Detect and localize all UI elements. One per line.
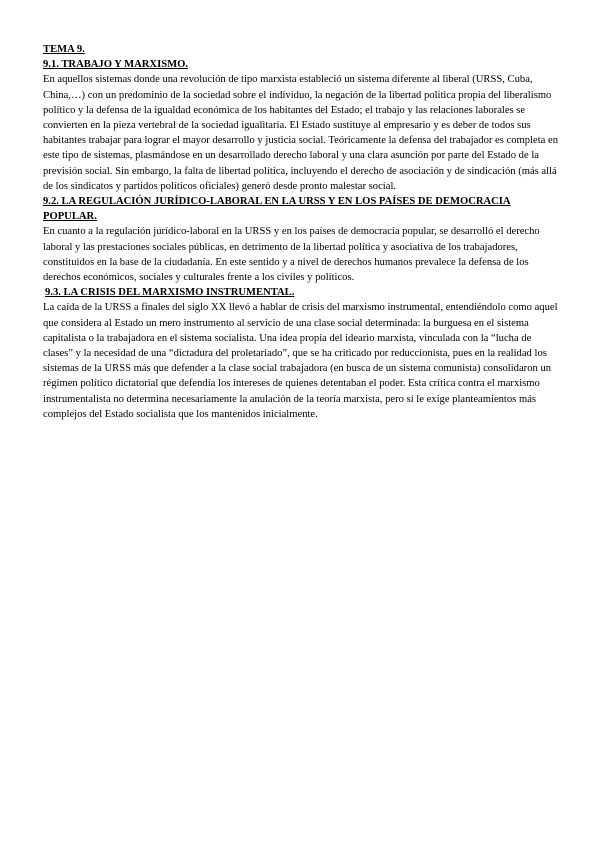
section-body-9-3: La caída de la URSS a finales del siglo XX llevó a hablar de crisis del marxismo instrumental, entendiéndolo como aquel que considera al Estado un mero instrumento al servicio de una clase social determinada: la burguesa en el sistema capitalista o la trabajadora en el sistema socialista. Una idea propia del ideario marxista, vinculada con la “lucha de clases” y la necesidad de una “dictadura del proletariado”, que se ha criticado por reduccionista, pues en la realidad los sistemas de la URSS más que defender a la clase social trabajadora (en busca de un sistema comunista) consolidaron un régimen político dictatorial que defendía los intereses de quienes detentaban el poder. Esta crítica contra el marxismo instrumentalista no determina necesariamente la anulación de la teoría marxista, pero sí le exige planteamientos más complejos del Estado socialista que los mantenidos inicialmente.	[43, 302, 558, 420]
section-body-9-1: En aquellos sistemas donde una revolución de tipo marxista estableció un sistema diferente al liberal (URSS, Cuba, China,…) con un predominio de la sociedad sobre el individuo, la negación de la libertad política propia del liberalismo político y la defensa de la igualdad económica de los habitantes del Estado; el trabajo y las relaciones laborales se convierten en la pieza vertebral de la sociedad igualitaria. El Estado sustituye al empresario y es deber de todos sus habitantes trabajar para lograr el mayor desarrollo y justicia social. Teóricamente la defensa del trabajador es completa en este tipo de sistemas, plasmándose en un desarrollado derecho laboral y una clara asunción por parte del Estado de la previsión social. Sin embargo, la falta de libertad política, incluyendo el derecho de asociación y de sindicación (más allá de los sindicatos y partidos políticos oficiales) generó desde pronto malestar social.	[43, 74, 558, 192]
section-heading-9-3: 9.3. LA CRISIS DEL MARXISMO INSTRUMENTAL.	[45, 287, 295, 299]
section-heading-9-2: 9.2. LA REGULACIÓN JURÍDICO-LABORAL EN LA URSS Y EN LOS PAÍSES DE DEMOCRACIA POPULAR.	[43, 196, 511, 223]
document-title: TEMA 9.	[43, 44, 85, 55]
section-heading-9-1: 9.1. TRABAJO Y MARXISMO.	[43, 59, 188, 71]
section-body-9-2: En cuanto a la regulación jurídico-laboral en la URSS y en los países de democracia popular, se desarrolló el derecho laboral y las prestaciones sociales públicas, en detrimento de la libertad política y asociativa de los trabajadores, constituidos en la base de la ciudadanía. En este sentido y a nivel de derechos humanos prevalece la defensa de los derechos económicos, sociales y culturales frente a los civiles y políticos.	[43, 226, 540, 284]
document-page	[43, 42, 561, 422]
